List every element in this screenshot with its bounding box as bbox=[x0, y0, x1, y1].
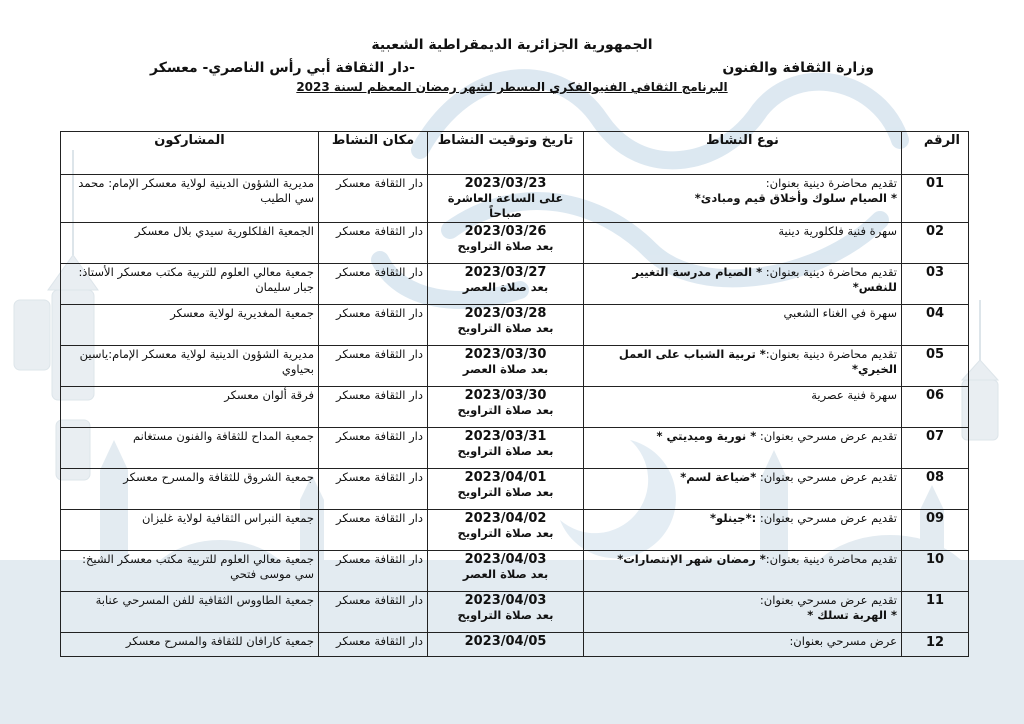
row-participants: جمعية كارافان للثقافة والمسرح معسكر bbox=[61, 633, 319, 657]
table-row bbox=[61, 510, 969, 551]
row-place: دار الثقافة معسكر bbox=[319, 346, 428, 387]
row-num: 06 bbox=[902, 387, 969, 428]
table-row bbox=[61, 551, 969, 592]
row-place: دار الثقافة معسكر bbox=[319, 387, 428, 428]
row-place: دار الثقافة معسكر bbox=[319, 551, 428, 592]
activity-date: 2023/03/26 bbox=[464, 224, 547, 239]
row-activity bbox=[584, 551, 902, 592]
row-participants: مديرية الشؤون الدينية لولاية معسكر الإمام: محمد سي الطيب bbox=[61, 175, 319, 223]
activity-title: * الهربة تسلك * bbox=[807, 608, 897, 622]
row-participants: جمعية النبراس الثقافية لولاية غليزان bbox=[61, 510, 319, 551]
header-republic: الجمهورية الجزائرية الديمقراطية الشعبية bbox=[371, 37, 653, 53]
activity-time: بعد صلاة التراويح bbox=[457, 321, 554, 335]
header-num: الرقم bbox=[902, 132, 969, 175]
activity-type: تقديم عرض مسرحي بعنوان: bbox=[759, 429, 897, 443]
row-activity bbox=[584, 387, 902, 428]
row-date-time bbox=[428, 469, 584, 510]
activity-date: 2023/03/28 bbox=[464, 306, 547, 321]
row-place: دار الثقافة معسكر bbox=[319, 510, 428, 551]
activity-time: بعد صلاة العصر bbox=[462, 362, 549, 376]
activity-type: تقديم محاضرة دينية بعنوان: bbox=[765, 265, 897, 279]
row-num: 07 bbox=[902, 428, 969, 469]
row-date-time bbox=[428, 592, 584, 633]
activity-time: بعد صلاة التراويح bbox=[457, 608, 554, 622]
header-activity: نوع النشاط bbox=[584, 132, 902, 175]
row-date-time bbox=[428, 510, 584, 551]
activity-time: على الساعة العاشرة صباحاً bbox=[447, 191, 564, 220]
activity-type: تقديم عرض مسرحي بعنوان: bbox=[759, 511, 897, 525]
row-activity bbox=[584, 264, 902, 305]
program-year: 2023 bbox=[296, 80, 330, 94]
activity-title: * رمضان شهر الإنتصارات* bbox=[617, 552, 766, 566]
row-date-time bbox=[428, 264, 584, 305]
activity-type: سهرة فنية عصرية bbox=[811, 388, 897, 402]
activity-time: بعد صلاة التراويح bbox=[457, 444, 554, 458]
activity-time: بعد صلاة التراويح bbox=[457, 239, 554, 253]
activity-time: بعد صلاة التراويح bbox=[457, 485, 554, 499]
row-participants: مديرية الشؤون الدينية لولاية معسكر الإمام:ياسين بحياوي bbox=[61, 346, 319, 387]
row-num: 08 bbox=[902, 469, 969, 510]
row-activity bbox=[584, 510, 902, 551]
activity-date: 2023/04/03 bbox=[464, 552, 547, 567]
row-date-time bbox=[428, 305, 584, 346]
activity-title: *ضياعة لسم* bbox=[680, 470, 757, 484]
row-participants: فرقة ألوان معسكر bbox=[61, 387, 319, 428]
table-row bbox=[61, 346, 969, 387]
row-num: 12 bbox=[902, 633, 969, 657]
program-table bbox=[60, 131, 969, 657]
activity-time: بعد صلاة التراويح bbox=[457, 403, 554, 417]
activity-date: 2023/03/30 bbox=[464, 388, 547, 403]
activity-title: * تربية الشباب على العمل الخيري* bbox=[618, 347, 897, 376]
table-row bbox=[61, 469, 969, 510]
header-house-of-culture: دار الثقافة أبي رأس الناصري- معسكر- bbox=[150, 60, 415, 76]
activity-date: 2023/04/01 bbox=[464, 470, 547, 485]
activity-time: بعد صلاة العصر bbox=[462, 567, 549, 581]
activity-date: 2023/03/23 bbox=[464, 176, 547, 191]
activity-type: عرض مسرحي بعنوان: bbox=[789, 634, 897, 648]
activity-date: 2023/04/02 bbox=[464, 511, 547, 526]
activity-date: 2023/04/05 bbox=[464, 634, 547, 649]
activity-title: * الصيام سلوك وأخلاق قيم ومبادئ* bbox=[694, 191, 897, 205]
activity-type: تقديم عرض مسرحي بعنوان: bbox=[759, 593, 897, 607]
table-row bbox=[61, 592, 969, 633]
row-activity bbox=[584, 428, 902, 469]
row-num: 03 bbox=[902, 264, 969, 305]
row-participants: جمعية المغديرية لولاية معسكر bbox=[61, 305, 319, 346]
row-num: 01 bbox=[902, 175, 969, 223]
row-date-time bbox=[428, 551, 584, 592]
row-place: دار الثقافة معسكر bbox=[319, 175, 428, 223]
table-header-row bbox=[61, 132, 969, 175]
activity-type: تقديم محاضرة دينية بعنوان: bbox=[765, 347, 897, 361]
row-num: 10 bbox=[902, 551, 969, 592]
row-activity bbox=[584, 223, 902, 264]
activity-type: تقديم محاضرة دينية بعنوان: bbox=[765, 552, 897, 566]
row-participants: جمعية المداح للثقافة والفنون مستغانم bbox=[61, 428, 319, 469]
row-participants: جمعية معالي العلوم للتربية مكتب معسكر الشيخ: سي موسى فتحي bbox=[61, 551, 319, 592]
table-row bbox=[61, 264, 969, 305]
table-row bbox=[61, 428, 969, 469]
activity-title: * نورية وميديتي * bbox=[656, 429, 757, 443]
row-place: دار الثقافة معسكر bbox=[319, 592, 428, 633]
row-place: دار الثقافة معسكر bbox=[319, 264, 428, 305]
row-activity bbox=[584, 633, 902, 657]
row-place: دار الثقافة معسكر bbox=[319, 633, 428, 657]
activity-date: 2023/03/31 bbox=[464, 429, 547, 444]
row-num: 04 bbox=[902, 305, 969, 346]
row-activity bbox=[584, 305, 902, 346]
row-participants: جمعية الشروق للثقافة والمسرح معسكر bbox=[61, 469, 319, 510]
table-row bbox=[61, 223, 969, 264]
row-num: 05 bbox=[902, 346, 969, 387]
row-date-time bbox=[428, 428, 584, 469]
activity-type: تقديم محاضرة دينية بعنوان: bbox=[765, 176, 897, 190]
header-ministry: وزارة الثقافة والفنون bbox=[722, 60, 874, 76]
header-participants: المشاركون bbox=[61, 132, 319, 175]
row-activity bbox=[584, 346, 902, 387]
row-participants: الجمعية الفلكلورية سيدي بلال معسكر bbox=[61, 223, 319, 264]
activity-title: :*جينلو* bbox=[710, 511, 757, 525]
row-place: دار الثقافة معسكر bbox=[319, 305, 428, 346]
row-date-time bbox=[428, 633, 584, 657]
row-num: 09 bbox=[902, 510, 969, 551]
row-date-time bbox=[428, 223, 584, 264]
activity-date: 2023/04/03 bbox=[464, 593, 547, 608]
row-activity bbox=[584, 592, 902, 633]
row-date-time bbox=[428, 346, 584, 387]
row-date-time bbox=[428, 175, 584, 223]
activity-type: سهرة في الغناء الشعبي bbox=[783, 306, 897, 320]
header-date-time: تاريخ وتوقيت النشاط bbox=[428, 132, 584, 175]
row-place: دار الثقافة معسكر bbox=[319, 223, 428, 264]
activity-date: 2023/03/27 bbox=[464, 265, 547, 280]
table-row bbox=[61, 387, 969, 428]
activity-time: بعد صلاة التراويح bbox=[457, 526, 554, 540]
row-place: دار الثقافة معسكر bbox=[319, 428, 428, 469]
table-row bbox=[61, 305, 969, 346]
row-date-time bbox=[428, 387, 584, 428]
row-num: 02 bbox=[902, 223, 969, 264]
row-participants: جمعية الطاووس الثقافية للفن المسرحي عنابة bbox=[61, 592, 319, 633]
table-row bbox=[61, 633, 969, 657]
activity-type: تقديم عرض مسرحي بعنوان: bbox=[759, 470, 897, 484]
activity-title: * الصيام مدرسة التغيير للنفس* bbox=[632, 265, 897, 294]
activity-date: 2023/03/30 bbox=[464, 347, 547, 362]
program-title-text: البرنامج الثقافي الفنيوالفكري المسطر لشهر رمضان المعظم لسنة bbox=[333, 80, 728, 94]
row-activity bbox=[584, 469, 902, 510]
activity-type: سهرة فنية فلكلورية دينية bbox=[778, 224, 897, 238]
table-row bbox=[61, 175, 969, 223]
row-place: دار الثقافة معسكر bbox=[319, 469, 428, 510]
row-activity bbox=[584, 175, 902, 223]
program-title bbox=[0, 80, 1024, 94]
activity-time: بعد صلاة العصر bbox=[462, 280, 549, 294]
header-place: مكان النشاط bbox=[319, 132, 428, 175]
row-num: 11 bbox=[902, 592, 969, 633]
row-participants: جمعية معالي العلوم للتربية مكتب معسكر الأستاذ: جبار سليمان bbox=[61, 264, 319, 305]
